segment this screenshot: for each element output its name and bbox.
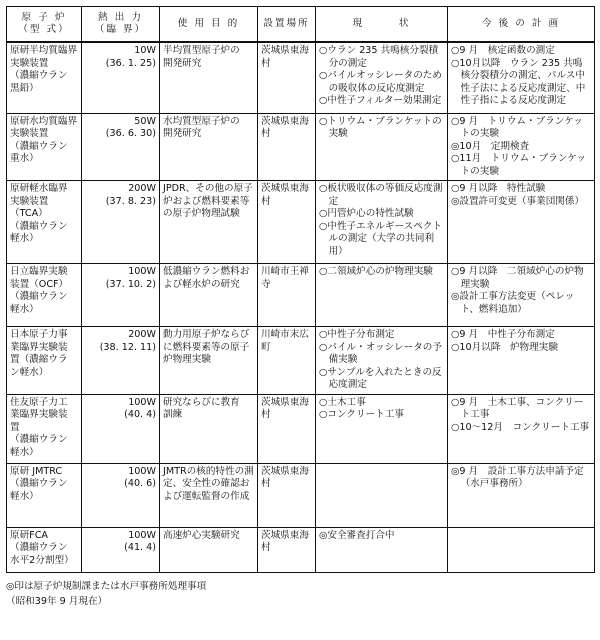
- reactor-name-line: 置（濃縮ウラ: [10, 354, 68, 365]
- status-cell: [316, 394, 448, 463]
- status-marker: ○: [319, 396, 328, 408]
- reactor-cell: [7, 527, 82, 572]
- power-cell: [82, 181, 160, 264]
- purpose-cell: [160, 327, 258, 395]
- plan-text: 設計工事方法変更（ペレット、燃料追加）: [459, 291, 575, 315]
- status-marker: ○: [319, 183, 328, 194]
- critical-date: (36. 6. 30): [105, 128, 156, 139]
- status-text: 中性子フィルター効果測定: [327, 95, 442, 106]
- reactor-name-line: 水平2分割型）: [10, 554, 74, 566]
- footnote-marker-legend: ◎印は原子炉規制課または水戸事務所処理事項: [6, 580, 207, 592]
- purpose-text: 半均質型原子炉の: [163, 45, 240, 56]
- header-reactor: [7, 7, 82, 43]
- plan-item: [451, 183, 591, 196]
- reactor-name-line: 原研軽水臨界: [10, 183, 68, 194]
- status-item: [319, 266, 444, 279]
- reactor-name-line: 軽水）: [10, 233, 39, 244]
- thermal-power: 200W: [128, 183, 156, 194]
- purpose-text: JPDR、その他の原子炉および燃料要素等の原子炉物理試験: [163, 183, 253, 219]
- location-text: 茨城県東海: [261, 115, 309, 127]
- reactor-name-line: （濃縮ウラン: [10, 434, 68, 445]
- status-item: [319, 221, 444, 259]
- critical-date: (36. 1. 25): [105, 57, 156, 69]
- footnotes: [6, 579, 594, 609]
- table-row: [7, 527, 595, 572]
- thermal-power: 10W: [134, 45, 156, 56]
- status-cell: [316, 181, 448, 264]
- status-cell: [316, 527, 448, 572]
- status-cell: [316, 113, 448, 181]
- status-text: 二領域炉心の炉物理実験: [327, 266, 433, 277]
- reactor-cell: [7, 42, 82, 113]
- table-row: [7, 327, 595, 395]
- plan-text: 9 月 核定函数の測定: [459, 45, 555, 56]
- status-item: [319, 95, 444, 108]
- reactor-name-line: （濃縮ウラン: [10, 291, 68, 302]
- plan-marker: ○: [451, 396, 460, 408]
- reactor-cell: [7, 394, 82, 463]
- critical-date: (37. 8. 23): [105, 195, 156, 207]
- plan-marker: ◎: [451, 195, 460, 207]
- location-cell: [258, 264, 316, 327]
- plan-text: 9 月以降 二領域炉心の炉物理実験: [459, 266, 584, 290]
- status-text: トリウム・ブランケットの実験: [327, 115, 442, 139]
- location-text: 村: [261, 542, 271, 553]
- reactor-cell: [7, 264, 82, 327]
- plan-marker: ○: [451, 329, 460, 340]
- plan-marker: ○: [451, 266, 460, 277]
- plan-cell: [448, 327, 595, 395]
- table-row: [7, 181, 595, 264]
- purpose-text: 研究ならびに教育: [163, 396, 240, 408]
- status-marker: ○: [319, 220, 328, 232]
- plan-marker: ◎: [451, 140, 460, 152]
- status-marker: ○: [319, 341, 328, 353]
- reactor-name-line: 日本原子力事: [10, 329, 68, 340]
- critical-date: (38. 12. 11): [99, 341, 156, 353]
- thermal-power: 100W: [128, 465, 156, 477]
- plan-marker: ○: [451, 183, 460, 194]
- document-page: [6, 6, 594, 609]
- plan-item: [451, 329, 591, 342]
- plan-item: [451, 141, 591, 154]
- location-text: 川崎市王禅: [261, 266, 309, 277]
- plan-text: 10月以降 ウラン 235 共鳴核分裂積分の測定、パルス中性子法による反応度測定、中性子指による反応度測定: [459, 57, 586, 106]
- status-item: [319, 397, 444, 410]
- critical-date: (40. 4): [124, 409, 156, 420]
- reactor-cell: [7, 181, 82, 264]
- plan-cell: [448, 463, 595, 527]
- purpose-cell: [160, 394, 258, 463]
- reactor-name-line: （濃縮ウラン: [10, 70, 68, 81]
- power-cell: [82, 527, 160, 572]
- purpose-cell: [160, 42, 258, 113]
- purpose-text: JMTRの核的特性の測定、安全性の確認および運転監督の作成: [163, 465, 254, 502]
- status-marker: ○: [319, 329, 328, 340]
- status-text: コンクリート工事: [327, 409, 404, 420]
- header-location: 設置場所: [258, 7, 316, 43]
- reactor-name-line: 軽水）: [10, 490, 39, 502]
- header-reactor-line: 原 子 炉: [21, 11, 67, 23]
- status-text: サンプルを入れたときの反応度測定: [327, 366, 442, 390]
- reactor-table: [6, 6, 595, 573]
- thermal-power: 100W: [128, 396, 156, 408]
- power-cell: [82, 42, 160, 113]
- status-item: [319, 116, 444, 141]
- plan-text: 設置許可変更（事業団関係）: [459, 195, 585, 207]
- header-status: 現 状: [316, 7, 448, 43]
- status-text: 安全審査打合中: [327, 529, 395, 541]
- location-text: 茨城県東海: [261, 396, 309, 408]
- reactor-name-line: 原研水均質臨界: [10, 115, 78, 127]
- location-text: 村: [261, 409, 271, 420]
- location-text: 寺: [261, 278, 271, 290]
- plan-marker: ○: [451, 45, 460, 56]
- reactor-name-line: 置: [10, 421, 20, 433]
- plan-item: [451, 45, 591, 58]
- status-item: [319, 208, 444, 221]
- purpose-cell: [160, 113, 258, 181]
- power-cell: [82, 394, 160, 463]
- location-text: 村: [261, 128, 271, 139]
- plan-marker: ○: [451, 341, 460, 353]
- status-marker: ○: [319, 95, 328, 106]
- purpose-text: 動力用原子炉ならびに燃料要素等の原子炉物理実験: [163, 329, 250, 365]
- reactor-name-line: 日立臨界実験: [10, 266, 68, 277]
- status-marker: ○: [319, 409, 328, 420]
- status-item: [319, 45, 444, 70]
- reactor-name-line: （TCA）: [10, 208, 48, 219]
- status-item: [319, 409, 444, 422]
- plan-text: 11月 トリウム・ブランケットの実験: [459, 153, 586, 177]
- purpose-cell: [160, 463, 258, 527]
- critical-date: (37. 10. 2): [105, 278, 156, 290]
- status-text: 土木工事: [327, 396, 366, 408]
- status-marker: ◎: [319, 529, 328, 541]
- status-cell: [316, 327, 448, 395]
- location-text: 茨城県東海: [261, 45, 309, 56]
- power-cell: [82, 113, 160, 181]
- location-text: 村: [261, 195, 271, 207]
- table-row: [7, 264, 595, 327]
- status-marker: ○: [319, 45, 328, 56]
- status-text: ウラン 235 共鳴核分裂積分の測定: [327, 45, 439, 69]
- thermal-power: 100W: [128, 529, 156, 541]
- location-text: 茨城県東海: [261, 465, 309, 477]
- purpose-text: 高速炉心実験研究: [163, 529, 240, 541]
- purpose-cell: [160, 527, 258, 572]
- table-row: [7, 463, 595, 527]
- header-plan: 今 後 の 計 画: [448, 7, 595, 43]
- location-cell: [258, 327, 316, 395]
- location-cell: [258, 463, 316, 527]
- plan-text: 10月 定期検査: [459, 140, 530, 152]
- status-cell: [316, 463, 448, 527]
- location-text: 村: [261, 57, 271, 69]
- plan-text: 9 月 トリウム・ブランケットの実験: [459, 115, 583, 139]
- status-text: パイル・オッシレータの予備実験: [327, 341, 442, 365]
- status-marker: ○: [319, 115, 328, 127]
- purpose-cell: [160, 264, 258, 327]
- status-marker: ○: [319, 208, 328, 219]
- plan-text: 9 月 中性子分布測定: [459, 329, 555, 340]
- reactor-cell: [7, 113, 82, 181]
- plan-marker: ◎: [451, 291, 460, 302]
- reactor-name-line: 原研 JMTRC: [10, 465, 63, 477]
- status-item: [319, 530, 444, 543]
- plan-item: [451, 196, 591, 209]
- location-text: 川崎市末広: [261, 329, 309, 340]
- plan-cell: [448, 42, 595, 113]
- reactor-name-line: 実験装置: [10, 128, 49, 139]
- plan-text: 9 月 設計工事方法申請予定（水戸事務所）: [459, 465, 584, 489]
- status-cell: [316, 42, 448, 113]
- status-text: 円管炉心の特性試験: [327, 208, 414, 219]
- table-row: [7, 113, 595, 181]
- plan-item: [451, 153, 591, 178]
- status-item: [319, 70, 444, 95]
- reactor-name-line: 実験装置: [10, 195, 49, 207]
- reactor-cell: [7, 463, 82, 527]
- reactor-name-line: 業臨界実験装: [10, 409, 68, 420]
- status-item: [319, 342, 444, 367]
- header-power: [82, 7, 160, 43]
- status-marker: ○: [319, 266, 328, 277]
- reactor-name-line: 原研半均質臨界: [10, 45, 78, 56]
- reactor-name-line: 業臨界実験装: [10, 341, 68, 353]
- footnote-date: （昭和39年 9 月現在）: [6, 595, 108, 607]
- reactor-name-line: （濃縮ウラン: [10, 478, 68, 489]
- reactor-name-line: 黒鉛）: [10, 82, 39, 94]
- plan-item: [451, 422, 591, 435]
- plan-marker: ◎: [451, 465, 460, 477]
- status-text: 板状吸収体の等価反応度測定: [327, 183, 443, 207]
- plan-item: [451, 342, 591, 355]
- location-cell: [258, 113, 316, 181]
- plan-cell: [448, 394, 595, 463]
- purpose-text: 水均質型原子炉の: [163, 115, 240, 127]
- location-text: 村: [261, 478, 271, 489]
- plan-text: 10～12月 コンクリート工事: [459, 421, 590, 433]
- purpose-text: 開発研究: [163, 128, 202, 139]
- plan-text: 9 月 土木工事、コンクリート工事: [459, 396, 584, 420]
- critical-date: (41. 4): [124, 542, 156, 553]
- plan-marker: ○: [451, 421, 460, 433]
- thermal-power: 100W: [128, 266, 156, 277]
- location-text: 町: [261, 341, 271, 353]
- location-cell: [258, 42, 316, 113]
- status-text: 中性子分布測定: [327, 329, 395, 340]
- reactor-name-line: （濃縮ウラン: [10, 140, 68, 152]
- table-body: [7, 42, 595, 572]
- purpose-text: 訓練: [163, 409, 183, 420]
- reactor-name-line: 重水）: [10, 153, 39, 164]
- power-cell: [82, 264, 160, 327]
- reactor-cell: [7, 327, 82, 395]
- plan-cell: [448, 113, 595, 181]
- header-power-line: 熱 出 力: [98, 11, 143, 23]
- location-text: 茨城県東海: [261, 529, 309, 541]
- status-cell: [316, 264, 448, 327]
- reactor-name-line: 実験装置: [10, 57, 49, 69]
- purpose-text: 低濃縮ウラン燃料および軽水炉の研究: [163, 266, 250, 290]
- location-cell: [258, 394, 316, 463]
- thermal-power: 50W: [134, 115, 156, 127]
- plan-marker: ○: [451, 153, 460, 164]
- status-item: [319, 367, 444, 392]
- status-text: 中性子エネルギースペクトルの測定（大学の共同利用）: [327, 220, 443, 257]
- table-row: [7, 394, 595, 463]
- plan-marker: ○: [451, 115, 460, 127]
- thermal-power: 200W: [128, 329, 156, 340]
- reactor-name-line: （濃縮ウラン: [10, 220, 68, 232]
- status-item: [319, 329, 444, 342]
- power-cell: [82, 463, 160, 527]
- plan-item: [451, 466, 591, 491]
- status-item: [319, 183, 444, 208]
- location-cell: [258, 181, 316, 264]
- status-marker: ○: [319, 366, 328, 378]
- reactor-name-line: 軽水）: [10, 303, 39, 315]
- reactor-name-line: 原研FCA: [10, 529, 48, 541]
- plan-cell: [448, 181, 595, 264]
- location-text: 茨城県東海: [261, 183, 309, 194]
- plan-item: [451, 397, 591, 422]
- purpose-text: 開発研究: [163, 57, 202, 69]
- power-cell: [82, 327, 160, 395]
- critical-date: (40. 6): [124, 478, 156, 489]
- plan-item: [451, 116, 591, 141]
- location-cell: [258, 527, 316, 572]
- status-marker: ○: [319, 70, 328, 81]
- status-text: パイルオッシレータのための吸収体の反応度測定: [327, 70, 442, 94]
- reactor-name-line: 装置（OCF）: [10, 278, 69, 290]
- reactor-name-line: ン軽水）: [10, 366, 49, 378]
- reactor-name-line: （濃縮ウラン: [10, 542, 68, 553]
- reactor-name-line: 軽水）: [10, 446, 39, 458]
- reactor-name-line: 住友原子力工: [10, 396, 68, 408]
- plan-text: 9 月以降 特性試験: [459, 183, 546, 194]
- plan-cell: [448, 264, 595, 327]
- plan-item: [451, 291, 591, 316]
- header-row: [7, 7, 595, 43]
- plan-text: 10月以降 炉物理実験: [459, 341, 558, 353]
- plan-cell: [448, 527, 595, 572]
- header-reactor-line: （型 式）: [18, 24, 70, 35]
- header-power-line: （臨 界）: [94, 24, 147, 35]
- plan-item: [451, 266, 591, 291]
- header-purpose: 使 用 目 的: [160, 7, 258, 43]
- purpose-cell: [160, 181, 258, 264]
- table-row: [7, 42, 595, 113]
- plan-marker: ○: [451, 57, 460, 69]
- plan-item: [451, 58, 591, 108]
